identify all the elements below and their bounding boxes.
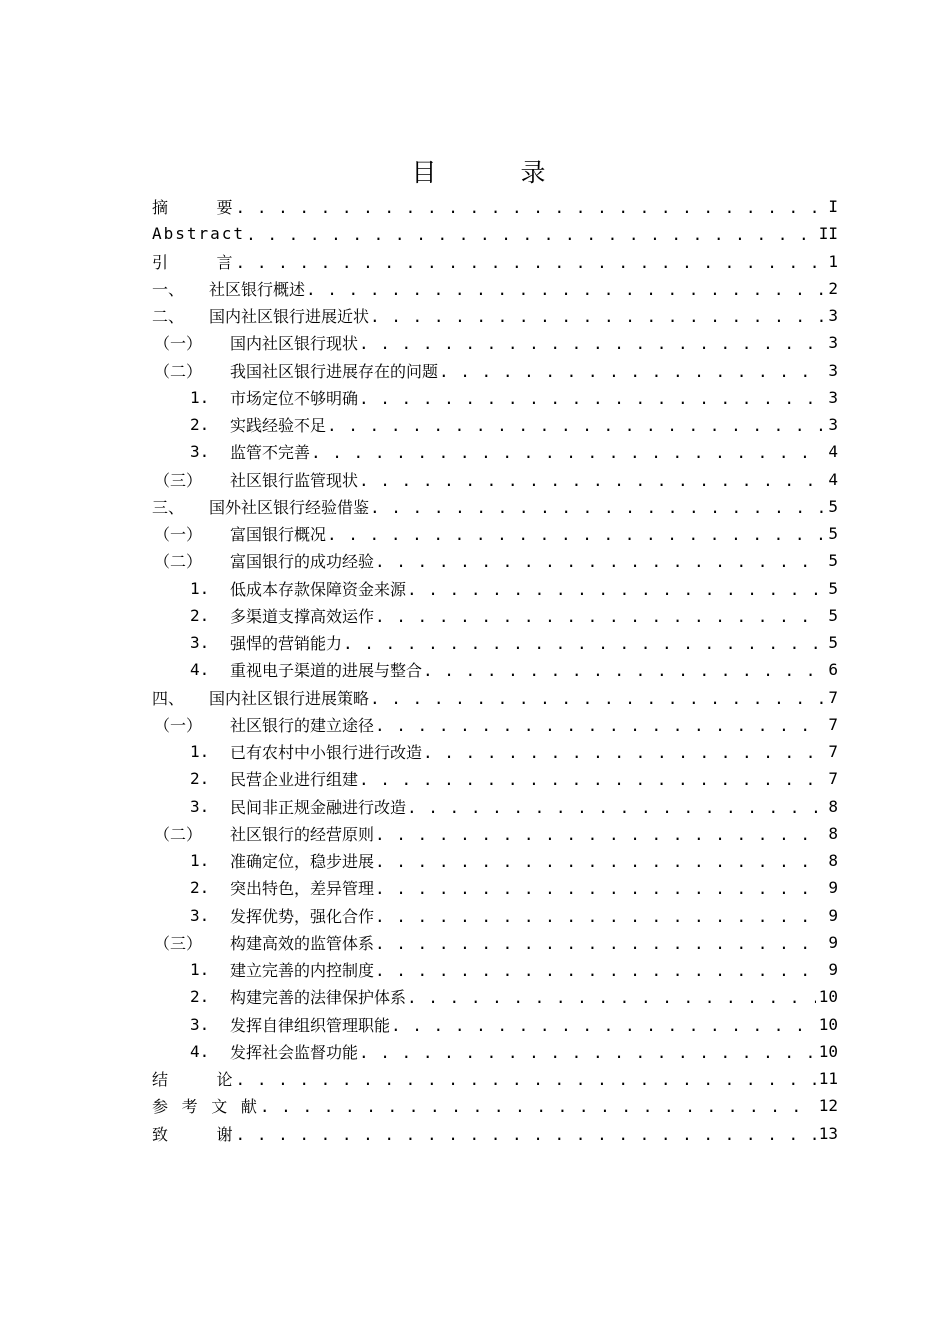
toc-dot-leader [375,552,825,571]
toc-dot-leader [439,362,825,381]
toc-page-number: 11 [818,1069,838,1089]
toc-entry-title: 多渠道支撑高效运作 [230,606,375,626]
toc-dot-leader [375,879,825,898]
toc-page-number: II [818,224,838,244]
toc-page-number: 3 [828,333,838,353]
toc-page-number: 5 [828,605,838,625]
toc-entry[interactable] [152,357,838,384]
toc-entry[interactable] [152,847,838,874]
toc-entry-title: 民营企业进行组建 [230,770,359,790]
toc-entry-number: （二） [154,824,203,844]
toc-entry[interactable] [152,629,838,656]
toc-entry-number: （二） [154,361,203,381]
toc-entry[interactable] [152,902,838,929]
toc-page-number: 6 [828,660,838,680]
toc-entry-title: 突出特色，差异管理 [230,879,375,899]
toc-page-number: 8 [828,823,838,843]
toc-entry-number: 4. [190,1041,210,1061]
toc-entry[interactable] [152,765,838,792]
toc-page-number: 1 [828,251,838,271]
toc-entry-number: 3. [190,442,210,462]
toc-entry-number: 3. [190,633,210,653]
toc-entry[interactable] [152,1038,838,1065]
toc-page-number: 4 [828,442,838,462]
toc-dot-leader [236,1125,816,1144]
toc-entry-title: 发挥优势，强化合作 [230,906,375,926]
toc-entry[interactable] [152,547,838,574]
toc-entry-number: （三） [154,933,203,953]
toc-entry-number: 4. [190,660,210,680]
toc-page-number: 13 [818,1123,838,1143]
toc-dot-leader [375,961,825,980]
toc-entry-number: 1. [190,387,210,407]
toc-dot-leader [370,307,825,326]
toc-entry[interactable] [152,329,838,356]
toc-entry-number: 3. [190,905,210,925]
toc-page-number: 9 [828,905,838,925]
toc-dot-leader [359,334,825,353]
toc-entry[interactable] [152,874,838,901]
toc-entry[interactable] [152,656,838,683]
toc-entry[interactable] [152,1092,838,1119]
toc-entry-title: 强悍的营销能力 [230,634,343,654]
toc-entry-title: 发挥社会监督功能 [230,1042,359,1062]
toc-entry[interactable] [152,575,838,602]
toc-entry-number: 2. [190,415,210,435]
toc-entry-title: 构建高效的监管体系 [230,933,375,953]
toc-entry[interactable] [152,384,838,411]
toc-page-number: 3 [828,387,838,407]
toc-page-number: 5 [828,551,838,571]
toc-dot-leader [236,253,826,272]
toc-entry[interactable] [152,248,838,275]
toc-page-number: 5 [828,524,838,544]
toc-entry-number: 1. [190,742,210,762]
toc-entry-number: （一） [154,334,203,354]
toc-entry[interactable] [152,438,838,465]
toc-dot-leader [236,1070,816,1089]
toc-dot-leader [327,416,825,435]
toc-entry-title: 已有农村中小银行进行改造 [230,743,423,763]
toc-entry[interactable] [152,793,838,820]
toc-entry-title: 建立完善的内控制度 [230,961,375,981]
toc-entry-number: 2. [190,987,210,1007]
toc-entry-title: 国内社区银行进展近状 [209,307,370,327]
toc-entry[interactable] [152,193,838,220]
toc-entry-number: 四、 [152,688,185,708]
toc-dot-leader [407,580,825,599]
toc-page-number: 9 [828,878,838,898]
toc-dot-leader [423,661,825,680]
toc-page-number: 3 [828,415,838,435]
toc-page-number: 7 [828,769,838,789]
toc-entry[interactable] [152,820,838,847]
toc-dot-leader [343,634,825,653]
toc-dot-leader [407,988,816,1007]
toc-entry[interactable] [152,220,838,247]
toc-page-number: 9 [828,932,838,952]
toc-entry-number: （一） [154,715,203,735]
toc-page-number: 3 [828,360,838,380]
toc-entry-title: 致 谢 [152,1124,235,1144]
toc-entry-title: 富国银行的成功经验 [230,552,375,572]
toc-dot-leader [236,198,826,217]
toc-entry[interactable] [152,275,838,302]
toc-dot-leader [306,280,825,299]
toc-entry[interactable] [152,1011,838,1038]
toc-entry-title: 民间非正规金融进行改造 [230,797,407,817]
toc-entry[interactable] [152,983,838,1010]
toc-entry-title: 社区银行的建立途径 [230,715,375,735]
toc-entry[interactable] [152,1120,838,1147]
toc-page-number: 4 [828,469,838,489]
toc-dot-leader [359,471,825,490]
toc-dot-leader [375,607,825,626]
toc-entry-title: Abstract [152,224,246,244]
toc-entry-title: 重视电子渠道的进展与整合 [230,661,423,681]
toc-entry-title: 构建完善的法律保护体系 [230,988,407,1008]
toc-dot-leader [359,1043,816,1062]
toc-entry-number: 一、 [152,279,185,299]
toc-dot-leader [327,525,825,544]
toc-page-number: 12 [818,1096,838,1116]
toc-entry-title: 社区银行监管现状 [230,470,359,490]
toc-page-number: 7 [828,714,838,734]
toc-entry-title: 引 言 [152,252,235,272]
toc-dot-leader [311,443,825,462]
toc-entry-number: 3. [190,1014,210,1034]
toc-entry-number: 2. [190,605,210,625]
toc-dot-leader [260,1097,816,1116]
toc-entry-title: 国外社区银行经验借鉴 [209,497,370,517]
toc-entry-title: 结 论 [152,1070,235,1090]
toc-dot-leader [375,907,825,926]
toc-dot-leader [375,716,825,735]
toc-dot-leader [359,389,825,408]
toc-dot-leader [375,934,825,953]
toc-entry-number: （三） [154,470,203,490]
toc-entry-number: （一） [154,525,203,545]
toc-entry-title: 社区银行的经营原则 [230,824,375,844]
toc-entry-title: 发挥自律组织管理职能 [230,1015,391,1035]
toc-entry[interactable] [152,602,838,629]
toc-entry-title: 市场定位不够明确 [230,388,359,408]
toc-dot-leader [246,225,816,244]
toc-page-number: 3 [828,306,838,326]
toc-entry-number: 1. [190,578,210,598]
toc-entry-title: 摘 要 [152,198,235,218]
toc-page-number: 10 [818,1041,838,1061]
toc-entry-title: 我国社区银行进展存在的问题 [230,361,439,381]
toc-page-number: 7 [828,742,838,762]
toc-page-number: 10 [818,1014,838,1034]
toc-entry[interactable] [152,411,838,438]
toc-entry[interactable] [152,929,838,956]
toc-entry-title: 社区银行概述 [209,279,306,299]
toc-entry-number: 三、 [152,497,185,517]
toc-entry-title: 实践经验不足 [230,416,327,436]
table-of-contents [152,193,838,1147]
page-title: 目 录 [411,158,584,187]
toc-dot-leader [375,852,825,871]
toc-entry-number: 3. [190,796,210,816]
toc-entry[interactable] [152,1065,838,1092]
toc-entry-number: 2. [190,769,210,789]
toc-entry-title: 国内社区银行进展策略 [209,688,370,708]
toc-entry[interactable] [152,520,838,547]
toc-page-number: 8 [828,851,838,871]
toc-dot-leader [359,770,825,789]
toc-entry-title: 国内社区银行现状 [230,334,359,354]
toc-entry-title: 准确定位，稳步进展 [230,852,375,872]
toc-entry-number: （二） [154,552,203,572]
toc-entry[interactable] [152,302,838,329]
toc-entry-number: 二、 [152,307,185,327]
toc-entry-number: 1. [190,851,210,871]
toc-page-number: 2 [828,278,838,298]
toc-entry-number: 1. [190,960,210,980]
toc-page-number: I [828,197,838,217]
toc-page-number: 5 [828,633,838,653]
toc-dot-leader [375,825,825,844]
toc-entry[interactable] [152,738,838,765]
toc-entry-title: 参 考 文 献 [152,1097,259,1117]
toc-entry[interactable] [152,684,838,711]
toc-dot-leader [423,743,825,762]
toc-entry-title: 富国银行概况 [230,525,327,545]
toc-page-number: 10 [818,987,838,1007]
toc-entry-title: 监管不完善 [230,443,311,463]
toc-page-number: 5 [828,578,838,598]
toc-entry[interactable] [152,956,838,983]
toc-entry-number: 2. [190,878,210,898]
toc-entry[interactable] [152,466,838,493]
toc-page-number: 7 [828,687,838,707]
toc-dot-leader [407,798,825,817]
toc-entry[interactable] [152,493,838,520]
toc-page-number: 5 [828,496,838,516]
toc-entry-title: 低成本存款保障资金来源 [230,579,407,599]
toc-dot-leader [370,498,825,517]
toc-dot-leader [370,689,825,708]
toc-page-number: 8 [828,796,838,816]
toc-entry[interactable] [152,711,838,738]
toc-dot-leader [391,1016,816,1035]
toc-page-number: 9 [828,960,838,980]
